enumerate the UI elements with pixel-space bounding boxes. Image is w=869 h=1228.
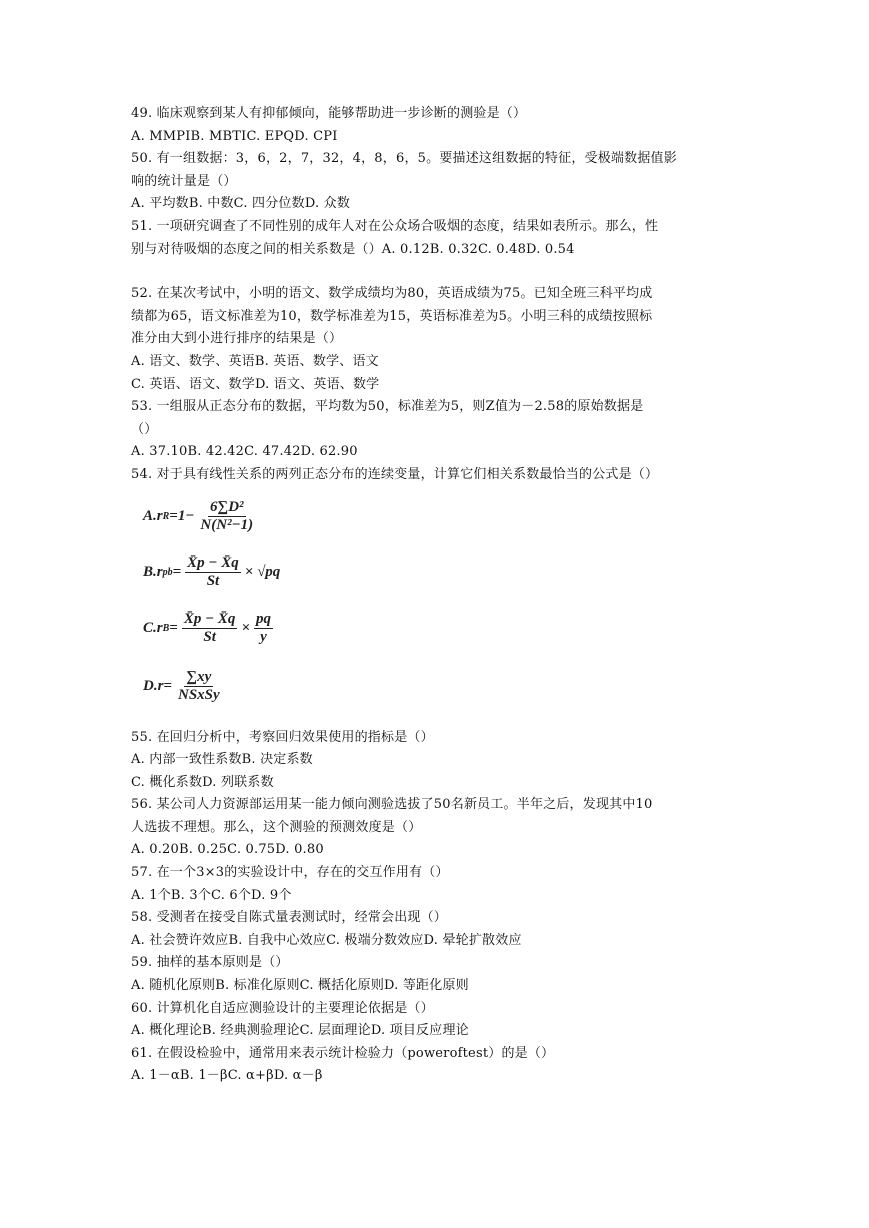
text-line: A. 1－αB. 1－βC. α+βD. α－β: [131, 1068, 323, 1084]
text-line: 56. 某公司人力资源部运用某一能力倾向测验选拔了50名新员工。半年之后，发现其中10: [131, 797, 653, 813]
formula-b-label: B.r: [143, 563, 163, 580]
formula-image: [143, 493, 741, 723]
text-line: 52. 在某次考试中，小明的语文、数学成绩均为80，英语成绩为75。已知全班三科平均成: [131, 286, 653, 302]
formula-c-den2: y: [260, 628, 267, 645]
formula-c-num: X̄p − X̄q: [183, 610, 236, 627]
formula-a-den: N(N²−1): [200, 516, 254, 533]
exam-page: [131, 103, 741, 1088]
text-line: 51. 一项研究调查了不同性别的成年人对在公众场合吸烟的态度，结果如表所示。那么，性: [131, 218, 659, 234]
text-line: 准分由大到小进行排序的结果是（）: [131, 331, 343, 347]
formula-d-den: NSxSy: [177, 686, 220, 703]
text-line: 别与对待吸烟的态度之间的相关系数是（）A. 0.12B. 0.32C. 0.48D. 0.54: [131, 241, 575, 257]
formula-d-num: ∑xy: [186, 668, 212, 685]
text-line: 响的统计量是（）: [131, 173, 237, 189]
text-line: 57. 在一个3×3的实验设计中，存在的交互作用有（）: [131, 865, 449, 881]
questions-52-54: [131, 283, 741, 486]
text-line: 60. 计算机化自适应测验设计的主要理论依据是（）: [131, 1000, 434, 1016]
text-line: A. 平均数B. 中数C. 四分位数D. 众数: [131, 196, 351, 212]
formula-c-label: C.r: [143, 619, 163, 636]
text-line: C. 概化系数D. 列联系数: [131, 774, 274, 790]
text-line: 人选拔不理想。那么，这个测验的预测效度是（）: [131, 819, 422, 835]
questions-49-51: [131, 103, 741, 261]
text-line: A. 1个B. 3个C. 6个D. 9个: [131, 887, 292, 903]
formula-b-den: St: [206, 572, 220, 589]
formula-d-label: D.r: [143, 677, 164, 694]
formula-c-num2: pq: [256, 610, 271, 627]
blank-gap: [131, 261, 741, 283]
text-line: 49. 临床观察到某人有抑郁倾向，能够帮助进一步诊断的测验是（）: [131, 106, 527, 121]
formula-b-tail: × √pq: [244, 563, 281, 580]
formula-a-eq: =1−: [169, 507, 195, 524]
text-line: 58. 受测者在接受自陈式量表测试时，经常会出现（）: [131, 910, 448, 926]
text-line: A. MMPIB. MBTIC. EPQD. CPI: [131, 128, 338, 144]
text-line: A. 内部一致性系数B. 决定系数: [131, 752, 313, 768]
formula-a-num: 6∑D²: [210, 498, 244, 515]
formula-d: D.r = $\frac{\sum xy}{\text{NSxSy}}$: [143, 668, 220, 703]
text-line: C. 英语、语文、数学D. 语文、英语、数学: [131, 376, 380, 392]
text-line: 61. 在假设检验中，通常用来表示统计检验力（poweroftest）的是（）: [131, 1045, 555, 1061]
text-line: A. 语文、数学、英语B. 英语、数学、语文: [131, 353, 379, 369]
text-line: A. 社会赞许效应B. 自我中心效应C. 极端分数效应D. 晕轮扩散效应: [131, 932, 522, 948]
text-line: 55. 在回归分析中，考察回归效果使用的指标是（）: [131, 729, 434, 745]
formula-c: C.r B = $\frac{X̄p - X̄q}{St}$ × $\frac{pq}{y}$: [143, 610, 271, 645]
text-line: 59. 抽样的基本原则是（）: [131, 955, 289, 971]
formula-a-sub: R: [162, 510, 170, 522]
formula-c-times: ×: [241, 619, 250, 636]
formula-b: B.r pb = $\frac{X̄p - X̄q}{St}$ × √pq: [143, 554, 281, 589]
text-line: 绩都为65，语文标准差为10，数学标准差为15，英语标准差为5。小明三科的成绩按照标: [131, 308, 653, 324]
formula-b-sub: pb: [162, 566, 173, 578]
text-line: 54. 对于具有线性关系的两列正态分布的连续变量，计算它们相关系数最恰当的公式是（）: [131, 466, 659, 482]
text-line: （）: [131, 421, 158, 437]
formula-b-num: X̄p − X̄q: [187, 554, 239, 571]
text-line: 50. 有一组数据：3，6，2，7，32，4，8，6，5。要描述这组数据的特征，受极端数据值影: [131, 151, 677, 167]
formula-c-sub: B: [162, 622, 170, 634]
text-line: A. 37.10B. 42.42C. 47.42D. 62.90: [131, 444, 358, 460]
text-line: A. 概化理论B. 经典测验理论C. 层面理论D. 项目反应理论: [131, 1023, 469, 1039]
questions-55-61: [131, 727, 741, 1089]
text-line: A. 随机化原则B. 标准化原则C. 概括化原则D. 等距化原则: [131, 978, 469, 994]
formula-a-label: A.r: [143, 507, 163, 524]
formula-a: [143, 499, 259, 534]
text-line: 53. 一组服从正态分布的数据，平均数为50，标准差为5，则Z值为－2.58的原始数据是: [131, 399, 644, 415]
formula-c-den: St: [203, 628, 216, 645]
text-line: A. 0.20B. 0.25C. 0.75D. 0.80: [131, 842, 324, 858]
